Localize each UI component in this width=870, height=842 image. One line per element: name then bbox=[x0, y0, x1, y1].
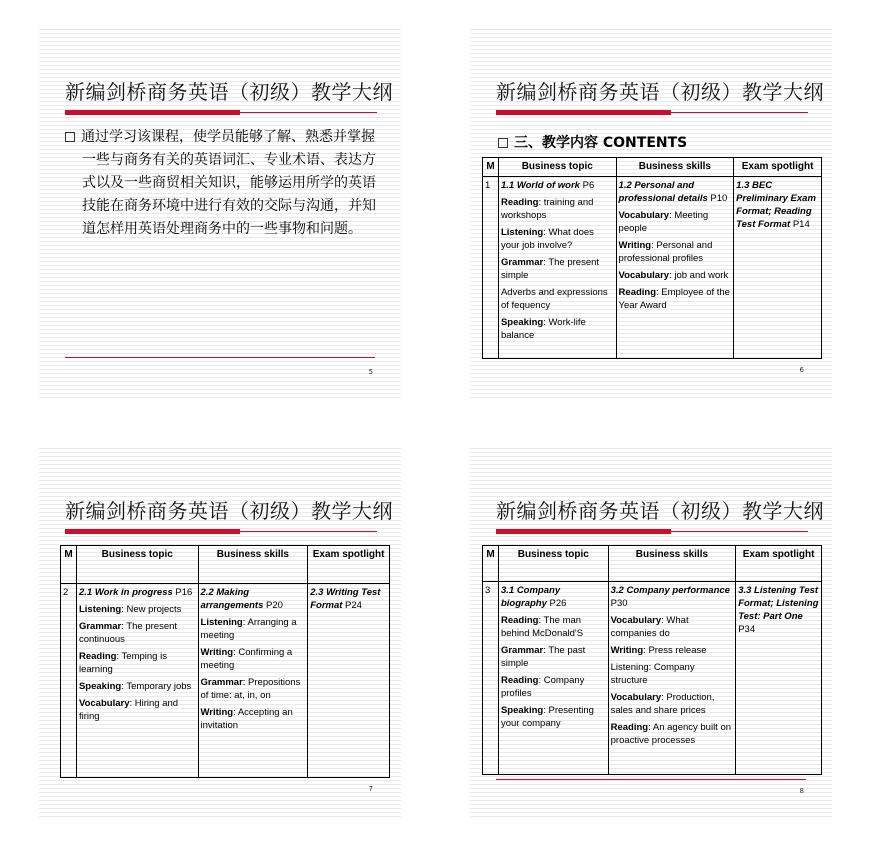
section-heading-text: 三、教学内容 CONTENTS bbox=[514, 135, 688, 151]
skills-entry-label: 2.2 Making arrangements bbox=[200, 587, 264, 611]
exam-entry-text: P14 bbox=[790, 219, 810, 231]
section-heading bbox=[498, 132, 687, 152]
slide-title: 新编剑桥商务英语（初级）教学大纲 bbox=[496, 499, 824, 523]
skills-entry bbox=[201, 616, 306, 642]
topic-entry bbox=[79, 650, 196, 676]
skills-entry-text: P10 bbox=[707, 193, 728, 205]
title-rule bbox=[65, 112, 377, 113]
topic-entry-text: : Temporary jobs bbox=[121, 681, 192, 692]
skills-entry-label: Vocabulary bbox=[610, 692, 662, 703]
col-header-exam: Exam spotlight bbox=[308, 546, 390, 584]
col-header-skills: Business skills bbox=[616, 158, 734, 177]
footer-rule bbox=[496, 779, 806, 780]
topic-entry bbox=[501, 316, 614, 342]
col-header-skills: Business skills bbox=[608, 546, 736, 582]
topic-entry bbox=[501, 286, 614, 312]
skills-entry-text: P30 bbox=[610, 598, 628, 609]
col-header-m: M bbox=[483, 158, 499, 177]
intro-text: 通过学习该课程，使学员能够了解、熟悉并掌握一些与商务有关的英语词汇、专业术语、表达方式以及一些商贸相关知识，能够运用所学的英语技能在商务环境中进行有效的交际与沟通，并知道怎样用英语处理商务中的一些事物和问题。 bbox=[81, 129, 376, 237]
topic-entry-text: : training and workshops bbox=[500, 197, 594, 222]
skills-cell bbox=[198, 584, 308, 778]
exam-entry-label: 3.3 Listening Test Format; Listening Test: Part One bbox=[738, 585, 819, 622]
exam-entry-text: P24 bbox=[342, 600, 362, 611]
skills-entry-text: : Personal and professional profiles bbox=[618, 240, 713, 265]
topic-entry bbox=[501, 226, 614, 252]
exam-entry-label: 2.3 Writing Test Format bbox=[310, 587, 381, 611]
syllabus-table bbox=[60, 545, 390, 778]
module-number: 3 bbox=[483, 582, 499, 775]
square-bullet-icon bbox=[498, 138, 508, 148]
topic-entry-text: : Hiring and firing bbox=[78, 698, 179, 722]
skills-entry-text: : Arranging a meeting bbox=[200, 617, 297, 641]
skills-entry-label: Writing bbox=[200, 707, 234, 718]
skills-entry-text: : What companies do bbox=[610, 615, 689, 639]
skills-entry-text: : Meeting people bbox=[618, 210, 709, 235]
topic-entry bbox=[501, 704, 606, 730]
slide-6 bbox=[470, 26, 832, 398]
skills-entry-label: Reading bbox=[610, 722, 649, 733]
topic-entry bbox=[79, 586, 196, 599]
col-header-topic: Business topic bbox=[76, 546, 198, 584]
skills-entry-text: : Press release bbox=[643, 645, 707, 656]
topic-entry-text: : What does your job involve? bbox=[500, 227, 594, 252]
skills-entry-label: Listening bbox=[200, 617, 243, 628]
title-rule bbox=[496, 112, 808, 113]
slide-title: 新编剑桥商务英语（初级）教学大纲 bbox=[65, 499, 393, 523]
topic-entry-label: Reading bbox=[78, 651, 117, 662]
topic-entry-text: : New projects bbox=[121, 604, 182, 615]
skills-entry bbox=[201, 646, 306, 672]
slide-title: 新编剑桥商务英语（初级）教学大纲 bbox=[65, 80, 393, 104]
page-number: 6 bbox=[799, 366, 804, 374]
footer-rule bbox=[65, 357, 375, 358]
skills-cell bbox=[608, 582, 736, 775]
skills-entry-label: Reading bbox=[618, 287, 657, 299]
skills-entry-label: Grammar bbox=[200, 677, 243, 688]
topic-cell bbox=[498, 177, 616, 359]
col-header-topic: Business topic bbox=[498, 546, 608, 582]
topic-entry bbox=[79, 620, 196, 646]
exam-cell bbox=[736, 582, 822, 775]
exam-cell bbox=[734, 177, 822, 359]
skills-entry bbox=[611, 584, 734, 610]
intro-paragraph bbox=[65, 126, 377, 241]
topic-entry-label: Grammar bbox=[500, 257, 544, 269]
col-header-m: M bbox=[61, 546, 77, 584]
topic-entry-label: Listening bbox=[78, 604, 122, 615]
slide-7 bbox=[39, 445, 401, 817]
skills-entry-label: Vocabulary bbox=[618, 210, 670, 222]
skills-entry bbox=[611, 614, 734, 640]
skills-entry-text: : Prepositions of time: at, in, on bbox=[200, 677, 301, 701]
topic-entry-text: : The present simple bbox=[500, 257, 600, 282]
topic-entry-text: : The present continuous bbox=[78, 621, 178, 645]
col-header-skills: Business skills bbox=[198, 546, 308, 584]
title-rule bbox=[496, 531, 808, 532]
topic-entry-label: Reading bbox=[500, 197, 539, 209]
skills-entry bbox=[619, 179, 732, 205]
topic-entry-text: Adverbs and expressions of fequency bbox=[500, 287, 608, 312]
exam-entry bbox=[736, 179, 819, 231]
skills-entry-label: Writing bbox=[200, 647, 234, 658]
topic-entry bbox=[501, 674, 606, 700]
page-number: 8 bbox=[799, 787, 804, 795]
topic-entry-label: Grammar bbox=[500, 645, 544, 656]
skills-entry-text: : Employee of the Year Award bbox=[618, 287, 730, 312]
skills-entry bbox=[201, 586, 306, 612]
skills-entry-label: Vocabulary bbox=[618, 270, 670, 282]
slide-5 bbox=[39, 26, 401, 398]
topic-entry-text: : The past simple bbox=[500, 645, 586, 669]
topic-entry-label: Reading bbox=[500, 675, 539, 686]
topic-entry-label: 2.1 Work in progress bbox=[78, 587, 173, 598]
syllabus-table bbox=[482, 157, 822, 359]
skills-entry-label: Writing bbox=[610, 645, 644, 656]
skills-entry-label: Vocabulary bbox=[610, 615, 662, 626]
skills-entry-text: P20 bbox=[263, 600, 283, 611]
topic-entry bbox=[501, 256, 614, 282]
skills-entry-label: 1.2 Personal and professional details bbox=[618, 180, 708, 205]
topic-entry bbox=[501, 584, 606, 610]
topic-entry-text: : The man behind McDonald'S bbox=[500, 615, 584, 639]
syllabus-table bbox=[482, 545, 822, 775]
topic-entry-text: P6 bbox=[579, 180, 595, 192]
slide-title: 新编剑桥商务英语（初级）教学大纲 bbox=[496, 80, 824, 104]
skills-entry bbox=[201, 676, 306, 702]
exam-entry-label: 1.3 BEC Preliminary Exam Format; Reading Test Format bbox=[736, 180, 816, 231]
topic-entry bbox=[79, 697, 196, 723]
exam-entry bbox=[738, 584, 819, 636]
skills-entry-label: Writing bbox=[618, 240, 652, 252]
page-number: 5 bbox=[368, 368, 373, 376]
exam-entry-text: P34 bbox=[738, 624, 756, 635]
topic-entry-label: Reading bbox=[500, 615, 539, 626]
topic-entry bbox=[501, 614, 606, 640]
skills-entry-text: Listening: Company structure bbox=[610, 662, 695, 686]
topic-entry-label: Grammar bbox=[78, 621, 122, 632]
exam-cell bbox=[308, 584, 390, 778]
skills-entry bbox=[619, 286, 732, 312]
square-bullet-icon bbox=[65, 132, 75, 142]
topic-entry-label: Vocabulary bbox=[78, 698, 130, 709]
topic-entry bbox=[79, 603, 196, 616]
topic-entry-label: Speaking bbox=[500, 317, 544, 329]
skills-entry bbox=[619, 209, 732, 235]
skills-entry-text: : An agency built on proactive processes bbox=[610, 722, 732, 746]
topic-entry-text: : Presenting your company bbox=[500, 705, 594, 729]
module-number: 1 bbox=[483, 177, 499, 359]
topic-entry-label: Speaking bbox=[78, 681, 122, 692]
skills-entry-text: : job and work bbox=[669, 270, 729, 282]
topic-entry-text: P16 bbox=[172, 587, 193, 598]
topic-entry-text: : Work-life balance bbox=[500, 317, 586, 342]
skills-entry-text: : Confirming a meeting bbox=[200, 647, 293, 671]
skills-entry-text: : Production, sales and share prices bbox=[610, 692, 715, 716]
skills-entry bbox=[619, 269, 732, 282]
topic-entry-label: 1.1 World of work bbox=[500, 180, 580, 192]
topic-cell bbox=[76, 584, 198, 778]
topic-entry-text: P26 bbox=[546, 598, 567, 609]
topic-entry-text: : Temping is learning bbox=[78, 651, 167, 675]
topic-cell bbox=[498, 582, 608, 775]
skills-entry bbox=[201, 706, 306, 732]
skills-entry bbox=[619, 239, 732, 265]
skills-entry bbox=[611, 721, 734, 747]
topic-entry-label: 3.1 Company biography bbox=[500, 585, 561, 609]
skills-entry-label: 3.2 Company performance bbox=[610, 585, 730, 596]
slide-8 bbox=[470, 445, 832, 817]
exam-entry bbox=[310, 586, 387, 612]
page-number: 7 bbox=[368, 785, 373, 793]
col-header-m: M bbox=[483, 546, 499, 582]
col-header-exam: Exam spotlight bbox=[734, 158, 822, 177]
topic-entry bbox=[501, 196, 614, 222]
skills-entry bbox=[611, 691, 734, 717]
skills-entry-text: : Accepting an invitation bbox=[200, 707, 293, 731]
skills-entry bbox=[611, 661, 734, 687]
topic-entry bbox=[79, 680, 196, 693]
topic-entry bbox=[501, 179, 614, 192]
skills-entry bbox=[611, 644, 734, 657]
topic-entry-label: Speaking bbox=[500, 705, 544, 716]
topic-entry-label: Listening bbox=[500, 227, 544, 239]
title-rule bbox=[65, 531, 377, 532]
col-header-topic: Business topic bbox=[498, 158, 616, 177]
topic-entry-text: : Company profiles bbox=[500, 675, 585, 699]
module-number: 2 bbox=[61, 584, 77, 778]
skills-cell bbox=[616, 177, 734, 359]
topic-entry bbox=[501, 644, 606, 670]
col-header-exam: Exam spotlight bbox=[736, 546, 822, 582]
